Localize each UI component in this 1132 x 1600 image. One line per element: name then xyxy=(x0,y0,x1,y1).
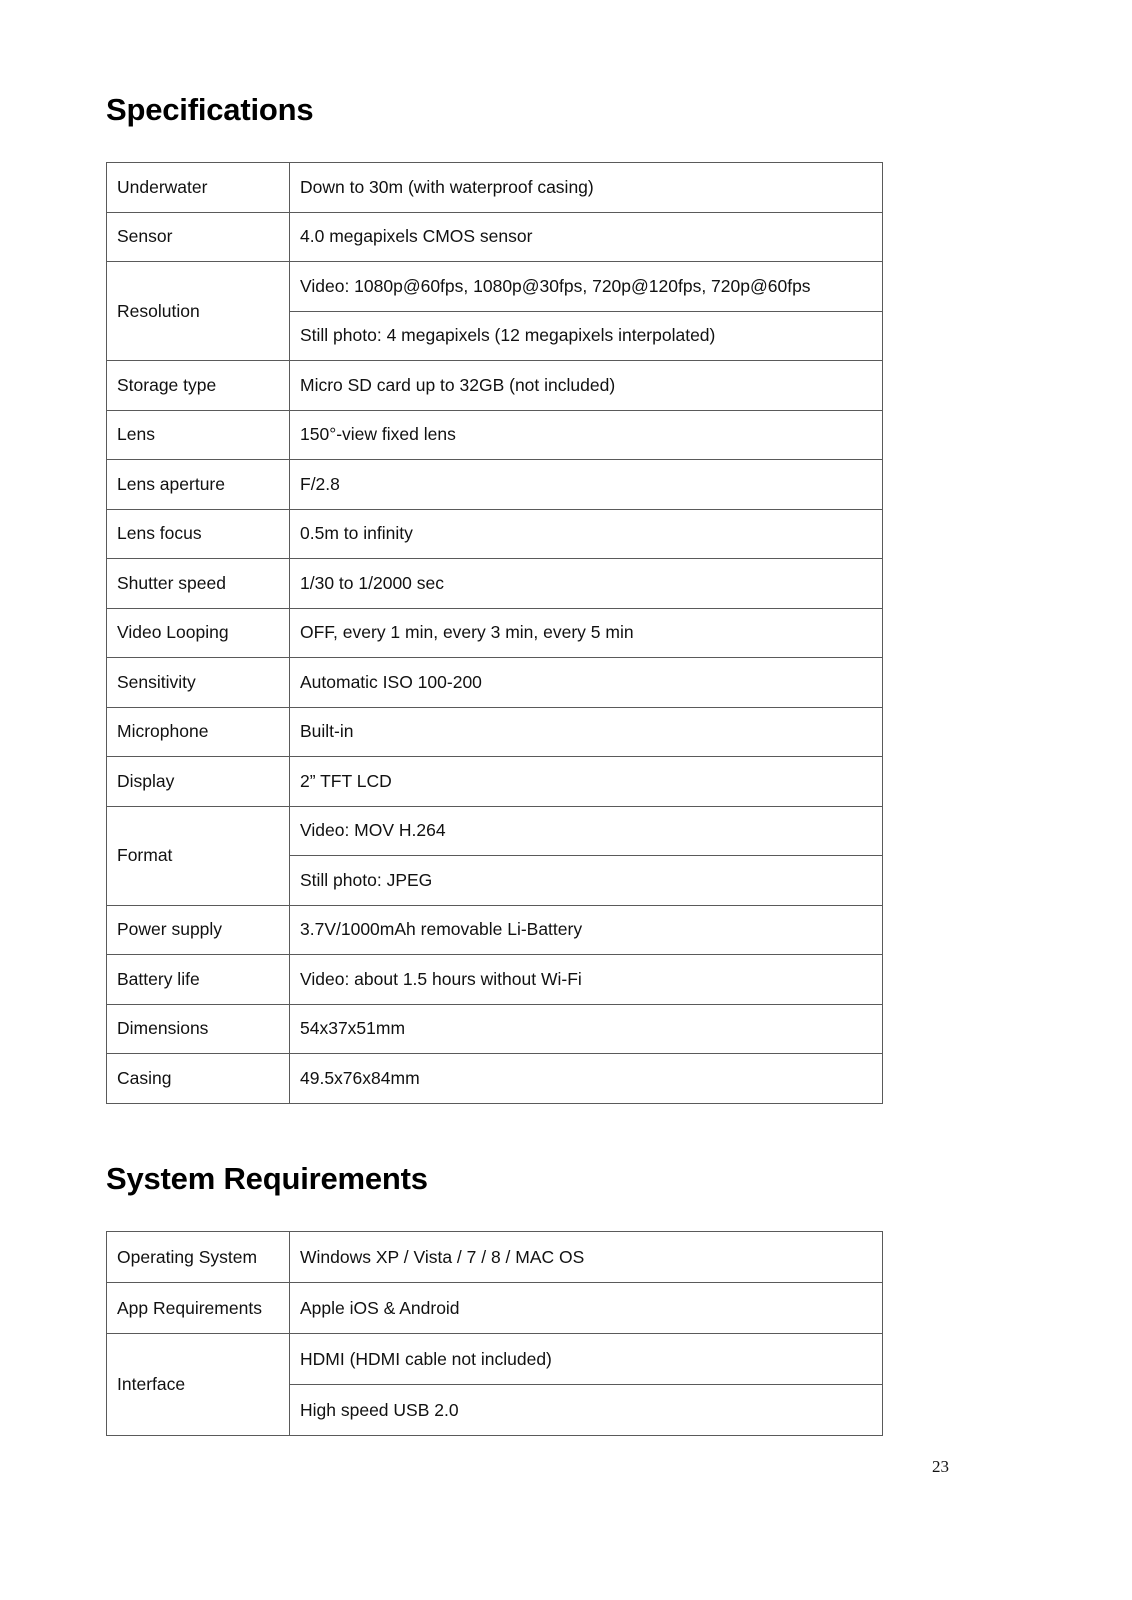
spec-value: 54x37x51mm xyxy=(290,1004,883,1054)
table-row xyxy=(107,410,883,460)
spec-value: 1/30 to 1/2000 sec xyxy=(290,559,883,609)
spec-label: Lens aperture xyxy=(107,460,290,510)
table-row xyxy=(107,806,883,856)
spec-value: Windows XP / Vista / 7 / 8 / MAC OS xyxy=(290,1232,883,1283)
spec-value: Video: about 1.5 hours without Wi-Fi xyxy=(290,955,883,1005)
spec-value: Automatic ISO 100-200 xyxy=(290,658,883,708)
spec-label: Lens xyxy=(107,410,290,460)
page-number: 23 xyxy=(932,1457,949,1476)
table-row xyxy=(107,1334,883,1385)
spec-value: 150°-view fixed lens xyxy=(290,410,883,460)
spec-value: Apple iOS & Android xyxy=(290,1283,883,1334)
table-row xyxy=(107,509,883,559)
spec-label: Format xyxy=(107,806,290,905)
spec-value: 49.5x76x84mm xyxy=(290,1054,883,1104)
spec-value: HDMI (HDMI cable not included) xyxy=(290,1334,883,1385)
spec-value: 0.5m to infinity xyxy=(290,509,883,559)
spec-label: Battery life xyxy=(107,955,290,1005)
spec-value: 3.7V/1000mAh removable Li-Battery xyxy=(290,905,883,955)
spec-value: Down to 30m (with waterproof casing) xyxy=(290,163,883,213)
spec-label: Microphone xyxy=(107,707,290,757)
spec-label: Power supply xyxy=(107,905,290,955)
spec-label: Interface xyxy=(107,1334,290,1436)
table-row xyxy=(107,1054,883,1104)
spec-label: Shutter speed xyxy=(107,559,290,609)
table-row xyxy=(107,608,883,658)
table-row xyxy=(107,658,883,708)
specifications-heading: Specifications xyxy=(106,92,314,127)
table-row xyxy=(107,163,883,213)
spec-value: 4.0 megapixels CMOS sensor xyxy=(290,212,883,262)
table-row xyxy=(107,1004,883,1054)
spec-value: Built-in xyxy=(290,707,883,757)
spec-value: Video: MOV H.264 xyxy=(290,806,883,856)
spec-value: Still photo: 4 megapixels (12 megapixels interpolated) xyxy=(290,311,883,361)
spec-value: 2” TFT LCD xyxy=(290,757,883,807)
table-row xyxy=(107,707,883,757)
spec-value: Still photo: JPEG xyxy=(290,856,883,906)
table-row xyxy=(107,1283,883,1334)
spec-value: OFF, every 1 min, every 3 min, every 5 min xyxy=(290,608,883,658)
system-requirements-table xyxy=(106,1231,883,1436)
table-row xyxy=(107,1232,883,1283)
spec-value: F/2.8 xyxy=(290,460,883,510)
spec-label: Underwater xyxy=(107,163,290,213)
system-requirements-heading: System Requirements xyxy=(106,1161,428,1196)
table-row xyxy=(107,262,883,312)
spec-label: Sensor xyxy=(107,212,290,262)
spec-label: Resolution xyxy=(107,262,290,361)
spec-label: Sensitivity xyxy=(107,658,290,708)
table-row xyxy=(107,905,883,955)
table-row xyxy=(107,559,883,609)
spec-label: Operating System xyxy=(107,1232,290,1283)
spec-value: Micro SD card up to 32GB (not included) xyxy=(290,361,883,411)
table-row xyxy=(107,361,883,411)
spec-label: Casing xyxy=(107,1054,290,1104)
spec-label: Dimensions xyxy=(107,1004,290,1054)
table-row xyxy=(107,212,883,262)
spec-value: Video: 1080p@60fps, 1080p@30fps, 720p@120fps, 720p@60fps xyxy=(290,262,883,312)
spec-label: Storage type xyxy=(107,361,290,411)
spec-value: High speed USB 2.0 xyxy=(290,1385,883,1436)
specifications-table xyxy=(106,162,883,1104)
table-row xyxy=(107,460,883,510)
table-row xyxy=(107,757,883,807)
table-row xyxy=(107,955,883,1005)
spec-label: Lens focus xyxy=(107,509,290,559)
spec-label: App Requirements xyxy=(107,1283,290,1334)
spec-label: Video Looping xyxy=(107,608,290,658)
spec-label: Display xyxy=(107,757,290,807)
